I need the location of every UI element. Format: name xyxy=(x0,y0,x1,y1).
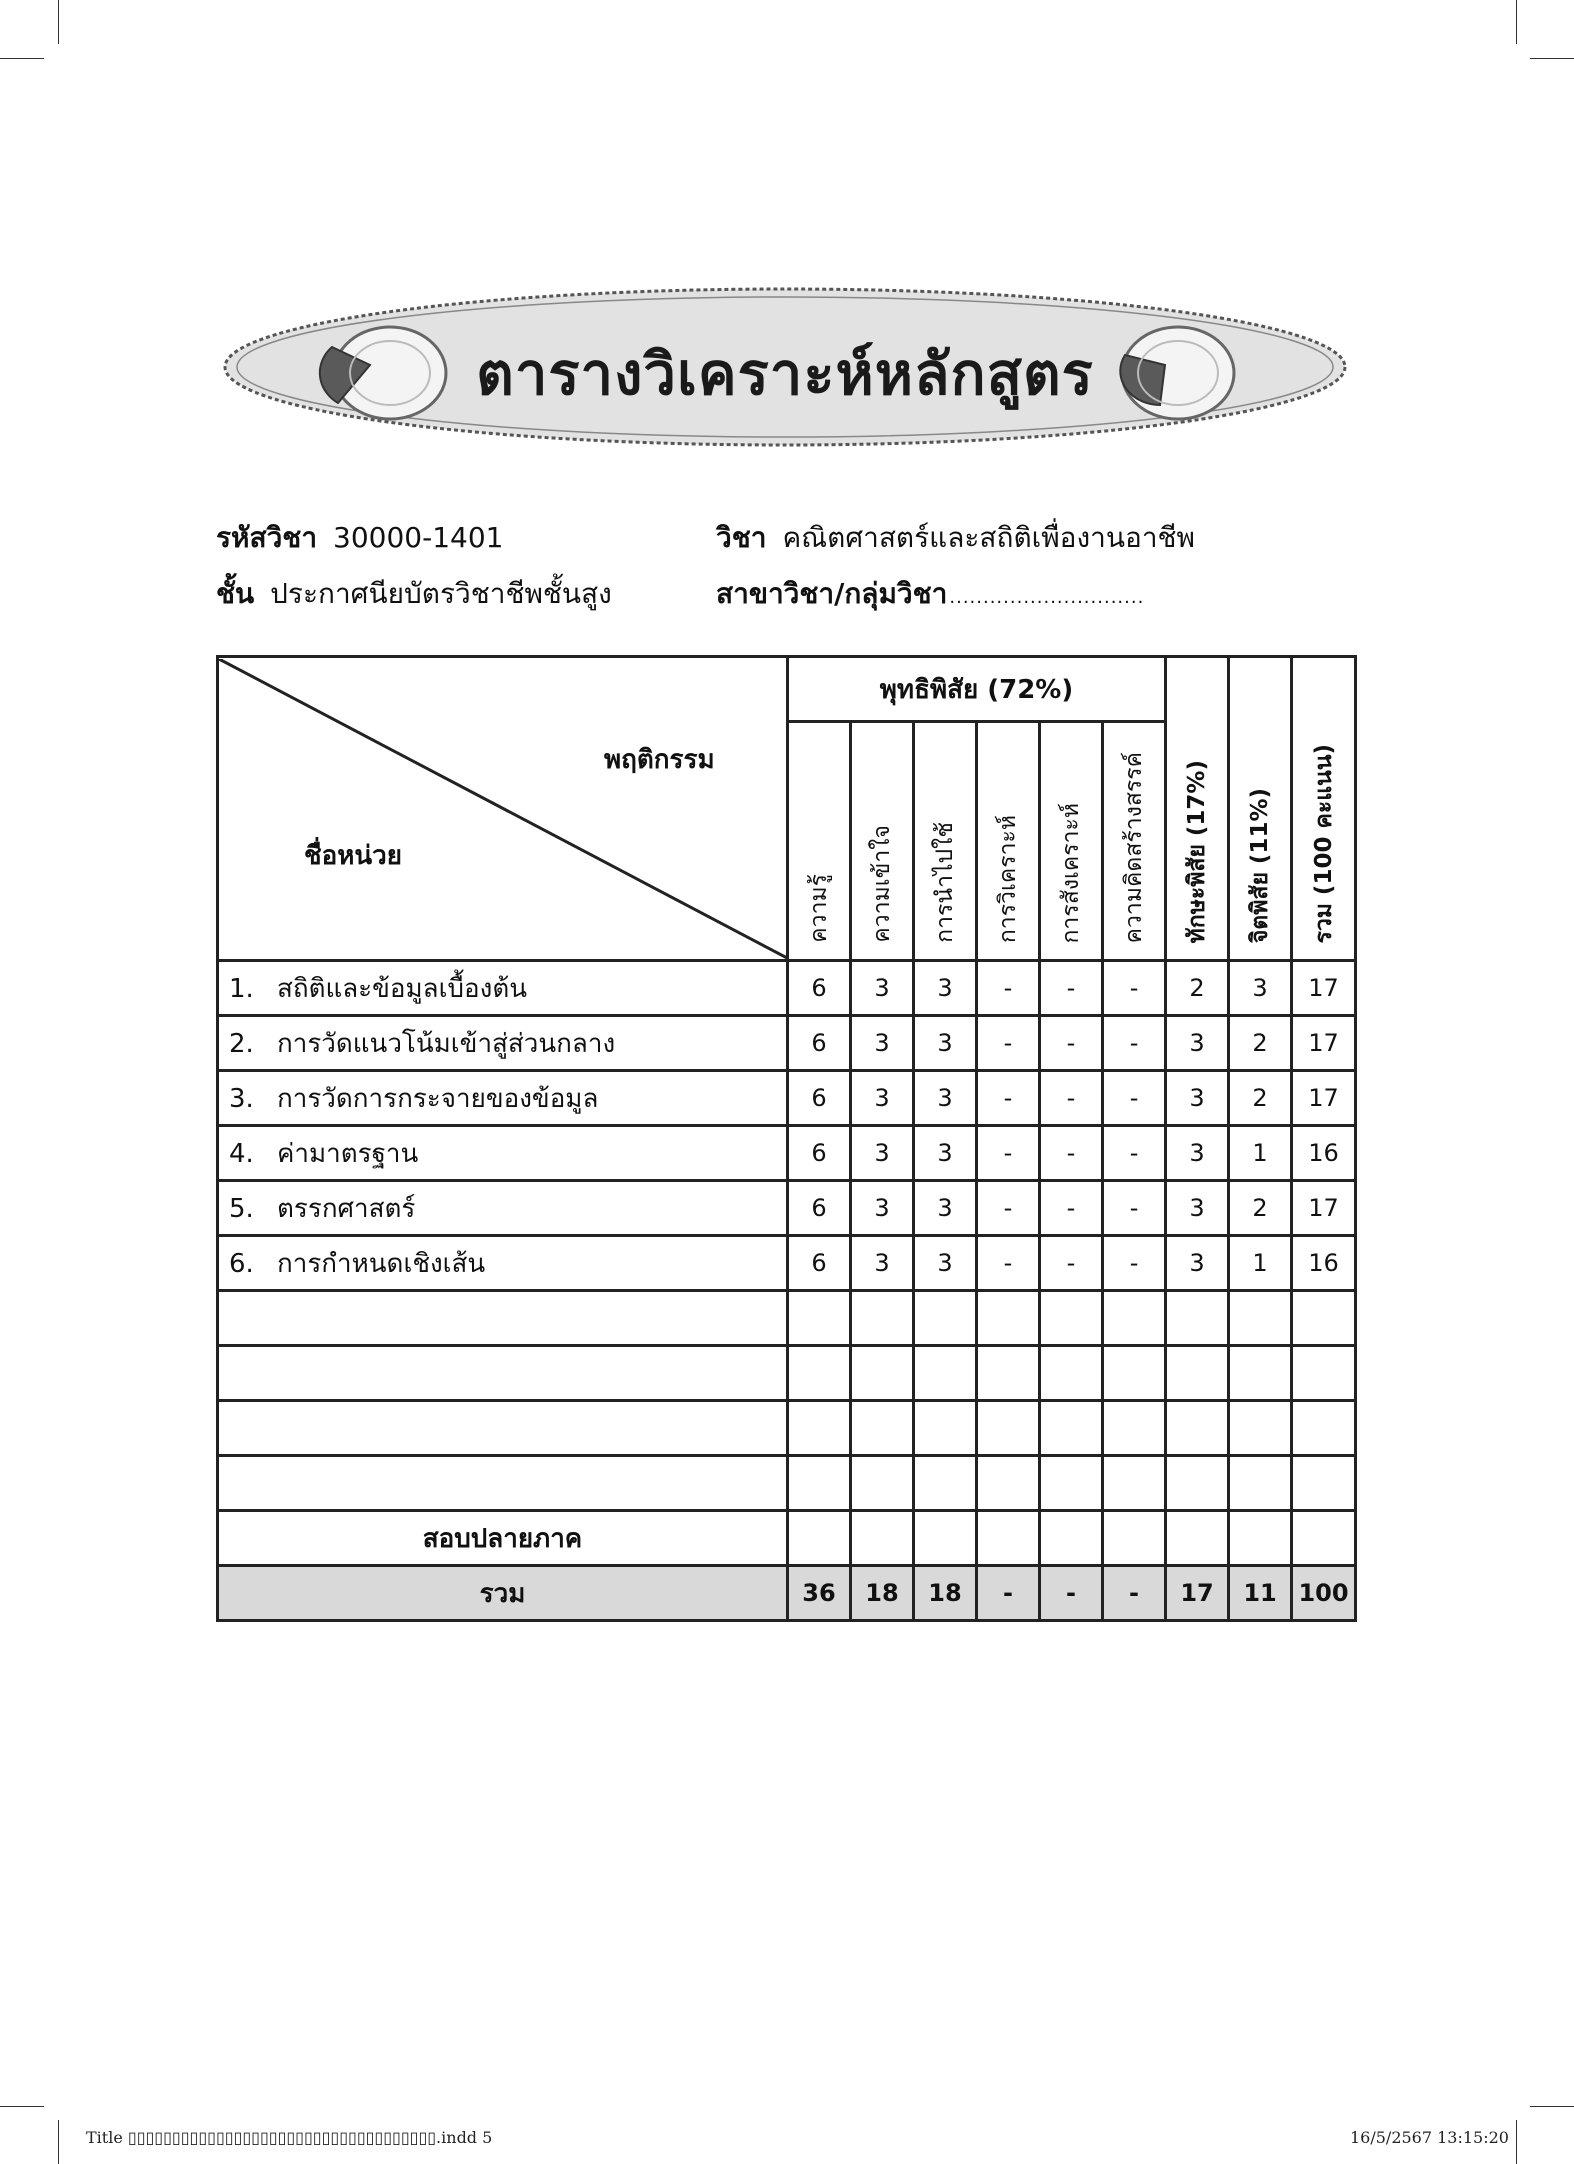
course-code-label: รหัสวิชา xyxy=(216,521,318,554)
score-cell: 3 xyxy=(1166,1016,1229,1071)
diagonal-line xyxy=(219,659,789,959)
score-cell: 6 xyxy=(788,1126,851,1181)
total-creativity: - xyxy=(1103,1566,1166,1621)
score-cell: 17 xyxy=(1292,1071,1356,1126)
psychomotor-header xyxy=(1166,657,1229,961)
unit-name: ตรรกศาสตร์ xyxy=(277,1193,416,1224)
subject xyxy=(716,516,1195,560)
score-cell: 3 xyxy=(914,1236,977,1291)
score-cell: - xyxy=(977,961,1040,1016)
score-cell: 3 xyxy=(914,1016,977,1071)
unit-number: 6. xyxy=(229,1248,254,1279)
score-cell: 1 xyxy=(1229,1126,1292,1181)
affective-label: จิตพิสัย (11%) xyxy=(1247,787,1274,943)
score-cell: - xyxy=(1040,961,1103,1016)
score-cell: 3 xyxy=(851,1016,914,1071)
page-title: ตารางวิเคราะห์หลักสูตร xyxy=(476,340,1094,408)
col-header-comprehension: ความเข้าใจ xyxy=(851,722,914,961)
total-knowledge: 36 xyxy=(788,1566,851,1621)
empty-row xyxy=(218,1456,1356,1511)
score-cell: 2 xyxy=(1229,1181,1292,1236)
score-cell: 1 xyxy=(1229,1236,1292,1291)
unit-name: การวัดการกระจายของข้อมูล xyxy=(277,1083,599,1114)
score-cell: 6 xyxy=(788,1071,851,1126)
subject-label: วิชา xyxy=(716,521,767,554)
crop-mark xyxy=(58,0,59,44)
total-score: 100 xyxy=(1292,1566,1356,1621)
branch-value: ............................. xyxy=(949,587,1145,608)
score-cell: 6 xyxy=(788,1016,851,1071)
score-cell: 3 xyxy=(851,1236,914,1291)
col-header-knowledge: ความรู้ xyxy=(788,722,851,961)
behavior-header: พฤติกรรม xyxy=(604,744,715,775)
totals-row xyxy=(218,1566,1356,1621)
psychomotor-label: ทักษะพิสัย (17%) xyxy=(1184,759,1211,943)
final-exam-row xyxy=(218,1511,1356,1566)
unit-name-header: ชื่อหน่วย xyxy=(304,840,403,871)
score-cell: 3 xyxy=(851,1126,914,1181)
col-header-creativity: ความคิดสร้างสรรค์ xyxy=(1103,722,1166,961)
score-cell: 6 xyxy=(788,1181,851,1236)
score-cell: 2 xyxy=(1166,961,1229,1016)
curriculum-table xyxy=(216,655,1357,1622)
affective-header xyxy=(1229,657,1292,961)
score-cell: - xyxy=(977,1071,1040,1126)
unit-name: ค่ามาตรฐาน xyxy=(277,1138,419,1169)
score-cell: 6 xyxy=(788,1236,851,1291)
branch xyxy=(716,572,1144,616)
score-cell: 3 xyxy=(1166,1181,1229,1236)
final-exam-label: สอบปลายภาค xyxy=(218,1511,788,1566)
course-code xyxy=(216,516,503,560)
score-cell: 3 xyxy=(1166,1071,1229,1126)
score-cell: 3 xyxy=(851,961,914,1016)
unit-name-cell xyxy=(218,1236,788,1291)
unit-number: 3. xyxy=(229,1083,254,1114)
unit-name-cell xyxy=(218,961,788,1016)
col-header-synthesis: การสังเคราะห์ xyxy=(1040,722,1103,961)
total-score-label: รวม (100 คะแนน) xyxy=(1310,743,1337,943)
totals-label: รวม xyxy=(218,1566,788,1621)
score-cell: - xyxy=(1040,1016,1103,1071)
level-value: ประกาศนียบัตรวิชาชีพชั้นสูง xyxy=(270,577,612,610)
empty-row xyxy=(218,1401,1356,1456)
unit-name-cell xyxy=(218,1181,788,1236)
score-cell: 3 xyxy=(1166,1236,1229,1291)
unit-number: 2. xyxy=(229,1028,254,1059)
unit-number: 5. xyxy=(229,1193,254,1224)
crop-mark xyxy=(1516,0,1517,44)
total-comprehension: 18 xyxy=(851,1566,914,1621)
score-cell: 3 xyxy=(914,1126,977,1181)
title-banner xyxy=(220,285,1350,450)
score-cell: 3 xyxy=(914,961,977,1016)
diagonal-header-cell xyxy=(218,657,788,961)
unit-name-cell xyxy=(218,1126,788,1181)
unit-name-cell xyxy=(218,1071,788,1126)
table-row xyxy=(218,1236,1356,1291)
unit-name: การวัดแนวโน้มเข้าสู่ส่วนกลาง xyxy=(277,1028,616,1059)
total-psychomotor: 17 xyxy=(1166,1566,1229,1621)
unit-name-cell xyxy=(218,1016,788,1071)
unit-number: 4. xyxy=(229,1138,254,1169)
crop-mark xyxy=(1516,2120,1517,2164)
score-cell: 3 xyxy=(851,1181,914,1236)
col-header-application: การนำไปใช้ xyxy=(914,722,977,961)
total-synthesis: - xyxy=(1040,1566,1103,1621)
crop-mark xyxy=(58,2120,59,2164)
score-cell: - xyxy=(1103,1181,1166,1236)
score-cell: 17 xyxy=(1292,1016,1356,1071)
score-cell: 3 xyxy=(851,1071,914,1126)
table-row xyxy=(218,1016,1356,1071)
level xyxy=(216,572,612,616)
cognitive-domain-header: พุทธิพิสัย (72%) xyxy=(788,657,1166,722)
score-cell: - xyxy=(1040,1181,1103,1236)
score-cell: 2 xyxy=(1229,1016,1292,1071)
crop-mark xyxy=(0,58,44,59)
score-cell: 2 xyxy=(1229,1071,1292,1126)
score-cell: 16 xyxy=(1292,1236,1356,1291)
table-row xyxy=(218,1181,1356,1236)
crop-mark xyxy=(1530,2106,1574,2107)
score-cell: - xyxy=(1040,1236,1103,1291)
empty-row xyxy=(218,1291,1356,1346)
score-cell: 17 xyxy=(1292,961,1356,1016)
total-analysis: - xyxy=(977,1566,1040,1621)
score-cell: - xyxy=(1103,1071,1166,1126)
total-score-header xyxy=(1292,657,1356,961)
score-cell: - xyxy=(1040,1126,1103,1181)
score-cell: - xyxy=(977,1126,1040,1181)
score-cell: - xyxy=(1103,1126,1166,1181)
score-cell: 3 xyxy=(914,1181,977,1236)
score-cell: 17 xyxy=(1292,1181,1356,1236)
score-cell: - xyxy=(977,1236,1040,1291)
total-application: 18 xyxy=(914,1566,977,1621)
score-cell: - xyxy=(977,1016,1040,1071)
unit-name: การกำหนดเชิงเส้น xyxy=(277,1248,486,1279)
score-cell: - xyxy=(1103,1236,1166,1291)
score-cell: 3 xyxy=(914,1071,977,1126)
subject-value: คณิตศาสตร์และสถิติเพื่องานอาชีพ xyxy=(782,521,1196,554)
course-code-value: 30000-1401 xyxy=(333,521,504,554)
score-cell: - xyxy=(1040,1071,1103,1126)
footer-file-slug: Title ▯▯▯▯▯▯▯▯▯▯▯▯▯▯▯▯▯▯▯▯▯▯▯▯▯▯▯▯▯▯▯▯▯▯▯.indd 5 xyxy=(86,2128,493,2147)
unit-name: สถิติและข้อมูลเบื้องต้น xyxy=(277,973,527,1004)
unit-number: 1. xyxy=(229,973,254,1004)
table-row xyxy=(218,1071,1356,1126)
score-cell: 6 xyxy=(788,961,851,1016)
level-label: ชั้น xyxy=(216,577,255,610)
score-cell: - xyxy=(977,1181,1040,1236)
score-cell: - xyxy=(1103,961,1166,1016)
footer-timestamp: 16/5/2567 13:15:20 xyxy=(1350,2128,1509,2147)
crop-mark xyxy=(1530,58,1574,59)
score-cell: 3 xyxy=(1166,1126,1229,1181)
crop-mark xyxy=(0,2106,44,2107)
empty-row xyxy=(218,1346,1356,1401)
branch-label: สาขาวิชา/กลุ่มวิชา xyxy=(716,577,948,610)
score-cell: - xyxy=(1103,1016,1166,1071)
table-row xyxy=(218,961,1356,1016)
total-affective: 11 xyxy=(1229,1566,1292,1621)
score-cell: 3 xyxy=(1229,961,1292,1016)
col-header-analysis: การวิเคราะห์ xyxy=(977,722,1040,961)
table-row xyxy=(218,1126,1356,1181)
score-cell: 16 xyxy=(1292,1126,1356,1181)
